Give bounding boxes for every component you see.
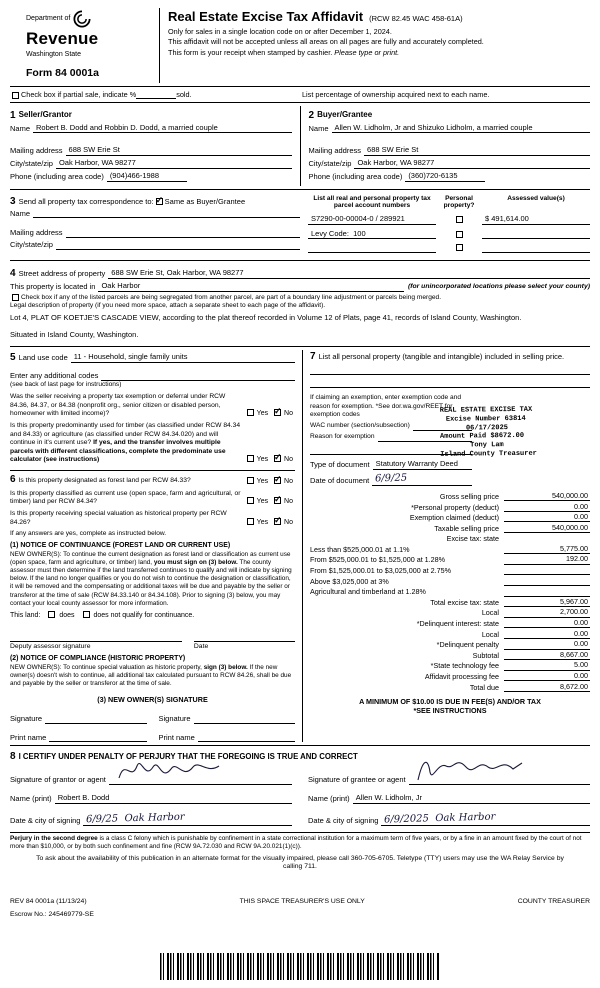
total-excise-tax-state-value[interactable]: 5,967.00 xyxy=(504,597,590,607)
assessed-value-field-2[interactable] xyxy=(482,230,590,239)
section-property-location: 4 Street address of property 688 SW Erie St, Oak Harbor, WA 98277 This property is located in Oak Harbor (for unincorporated locations please select your county) Check box if any of the listed parcels are being segregated from another parcel, are part of a boundary line adjustment or parcels being merged. Legal description of property (if you need more space, attach a separate sheet to each page of the affidavit). Lot 4, PLAT OF KOETJE'S CASCADE VIEW, according to the plat thereof recorded in Volume 12 of Plats, page 41, records of Island County, Washington. Situated in Island County, Washington. xyxy=(10,267,590,340)
title-block xyxy=(160,8,590,83)
certification-title: I CERTIFY UNDER PENALTY OF PERJURY THAT THE FOREGOING IS TRUE AND CORRECT xyxy=(18,752,358,762)
personal-property-field-2[interactable] xyxy=(310,377,590,388)
timber-agriculture-question: Is this property predominantly used for timber (as classified under RCW 84.34 and 84.33) or agriculture (as classified under RCW 84.34.020) and will continue in it's current use? If yes, and the transfer involves multiple parcels with different classifications, complete the predominate use calculator (see instructions) xyxy=(10,422,241,463)
section-land-designation: 6 Is this property designated as forest land per RCW 84.33? Yes ✓ No Is this property classified as current use (open space, farm and agricultural, or timber) land per RCW 84.34? Yes ✓ No Is this property receiving special valuation as historical property per RCW 84.26? Yes ✓ No If any answers are yes, complete as instructed below. (1) NOTICE OF CONTINUANCE (FOREST LAND OR CURRENT USE) NEW OWNER(S): To continue the current designation as forest land or classification as current use (open space, farm and agriculture, or timber) land, you must sign on (3) below. The county assessor must then determine if the land transferred continues to qualify and will indicate by signing below. If the land no longer qualifies or you do not wish to continue the designation or classification, it will be removed and the compensating or additional taxes will be due and payable by the seller or transferor at the time of sale (RCW 84.33.140 or 84.34.108). Prior to signing (3) below, you may contact your local county assessor for more information. This land: does does not qualify for continuance. Deputy assessor signature Date (2) NOTICE OF COMPLIANCE (HISTORIC PROPERTY) NEW OWNER(S): To continue special valuation as historic property, sign (3) below. If the new owner(s) doesn't wish to continue, all additional tax calculated pursuant to RCW 84.26, shall be due and payable by the seller or transferor at the time of sale. (3) NEW OWNER(S) SIGNATURE Signature Signature Print name Print name xyxy=(10,470,295,742)
buyer-phone-field[interactable]: (360)720-6135 xyxy=(405,171,485,182)
correspondence-name-label: Name xyxy=(10,208,31,218)
unincorporated-note: (for unincorporated locations please select your county) xyxy=(407,282,590,290)
grantor-signature-label: Signature of grantor or agent xyxy=(10,775,106,785)
total-due-value[interactable]: 8,672.00 xyxy=(504,682,590,692)
exemption-claimed-deduct-value[interactable]: 0.00 xyxy=(504,512,590,522)
parcel-table xyxy=(308,195,590,253)
buyer-name-label: Name xyxy=(308,123,329,133)
deputy-date-label: Date xyxy=(193,643,209,651)
grantor-signature xyxy=(115,754,225,786)
delinquent-penalty-value[interactable]: 0.00 xyxy=(504,639,590,649)
dor-logo-icon xyxy=(73,10,91,28)
buyer-mailing-field[interactable]: 688 SW Erie St xyxy=(364,145,590,156)
divider xyxy=(10,346,590,347)
parcel-row xyxy=(308,214,590,225)
s5q2-yes-checkbox[interactable] xyxy=(247,455,254,462)
seller-city-field[interactable]: Oak Harbor, WA 98277 xyxy=(56,158,292,169)
divider xyxy=(10,86,590,87)
exemption-reason-label: Reason for exemption xyxy=(310,433,375,441)
divider xyxy=(10,260,590,261)
deputy-assessor-row xyxy=(10,632,295,652)
tier1-tax-value[interactable]: 5,775.00 xyxy=(504,544,590,554)
seller-section-title: Seller/Grantor xyxy=(18,110,72,120)
buyer-mailing-label: Mailing address xyxy=(308,146,362,156)
land-use-label: Land use code xyxy=(18,353,68,363)
section-certification: 8 I CERTIFY UNDER PENALTY OF PERJURY THAT THE FOREGOING IS TRUE AND CORRECT Signature of grantor or agent Name (print) Robert B. Dodd Date & city of signing 6/9/25 Oak Harbor Signature of grantee or agent Name (print) Allen W. Lidholm, Jr Date & city of signing 6/9/2025 Oak Harbor xyxy=(10,749,590,828)
s6q1-yes-checkbox[interactable] xyxy=(247,477,254,484)
new-owner-signature-field-1[interactable] xyxy=(45,715,146,724)
partial-sale-row xyxy=(10,90,590,99)
grantee-print-name-field[interactable]: Allen W. Lidholm, Jr xyxy=(353,793,590,804)
s5q1-yes-checkbox[interactable] xyxy=(247,409,254,416)
correspondence-mailing-label: Mailing address xyxy=(10,228,63,238)
perjury-statement: Perjury in the second degree is a class C felony which is punishable by confinement in a state correctional institution for a maximum term of five years, or by a fine in an amount fixed by the court of not more than $10,000, or by both such confinement and fine (RCW 9A.72.030 and RCW 9A.20.021(1)(c)). xyxy=(10,832,590,852)
parcel-row xyxy=(308,243,590,253)
section-buyer-grantee: 2 Buyer/Grantee Name Allen W. Lidholm, Jr and Shizuko Lidholm, a married couple Mailing address 688 SW Erie St City/state/zip Oak Harbor, WA 98277 Phone (including area code) (360)720-6135 xyxy=(300,106,591,185)
treasurer-use-label: THIS SPACE TREASURER'S USE ONLY xyxy=(239,898,365,906)
s6q3-no-checkbox[interactable] xyxy=(274,518,281,525)
delinquent-interest-state-value[interactable]: 0.00 xyxy=(504,618,590,628)
if-yes-instruction: If any answers are yes, complete as instructed below. xyxy=(10,530,167,538)
buyer-section-title: Buyer/Grantee xyxy=(317,110,373,120)
forest-land-question: 6 Is this property designated as forest land per RCW 84.33? xyxy=(10,474,191,486)
correspondence-mailing-field[interactable] xyxy=(66,229,300,238)
county-treasurer-label: COUNTY TREASURER xyxy=(517,898,590,906)
segregated-checkbox[interactable] xyxy=(12,294,19,301)
seller-name-label: Name xyxy=(10,123,31,133)
same-as-buyer-label: Same as Buyer/Grantee xyxy=(164,196,246,206)
s6q1-no-checkbox[interactable] xyxy=(274,477,281,484)
segregated-label: Check box if any of the listed parcels are being segregated from another parcel, are part of a boundary line adjustment or parcels being merged. xyxy=(21,293,442,301)
partial-sale-label: Check box if partial sale, indicate % xyxy=(21,89,137,99)
s6q2-no-checkbox[interactable] xyxy=(274,497,281,504)
gross-selling-price-value[interactable]: 540,000.00 xyxy=(504,491,590,501)
notice-compliance-body: NEW OWNER(S): To continue special valuation as historic property, sign (3) below. If the new owner(s) doesn't wish to continue, all additional tax calculated pursuant to RCW 84.26, shall be due and payable by the seller or transferor at the time of sale. xyxy=(10,663,292,688)
affidavit-processing-fee-value[interactable]: 0.00 xyxy=(504,671,590,681)
exemption-note: If claiming an exemption, enter exemption code and reason for exemption. *See dor.wa.gov/REET for exemption codes xyxy=(310,394,462,419)
street-address-label: Street address of property xyxy=(18,269,106,279)
grantee-signature xyxy=(415,754,525,786)
personal-property-checkbox-1[interactable] xyxy=(456,216,463,223)
dept-of-label: Department of xyxy=(26,15,71,23)
buyer-name-field[interactable]: Allen W. Lidholm, Jr and Shizuko Lidholm, a married couple xyxy=(332,123,590,134)
new-owner-signature-title: (3) NEW OWNER(S) SIGNATURE xyxy=(97,695,208,705)
located-in-field[interactable]: Oak Harbor xyxy=(98,281,228,292)
buyer-phone-label: Phone (including area code) xyxy=(308,171,403,181)
deputy-assessor-label: Deputy assessor signature xyxy=(10,643,91,651)
escrow-number: Escrow No.: 245469779-SE xyxy=(10,911,94,919)
tier3-tax-value[interactable] xyxy=(504,566,590,575)
seller-mailing-label: Mailing address xyxy=(10,146,63,156)
taxable-selling-price-value[interactable]: 540,000.00 xyxy=(504,523,590,533)
see-instructions-note: *SEE INSTRUCTIONS xyxy=(413,706,487,716)
buyer-city-field[interactable]: Oak Harbor, WA 98277 xyxy=(354,158,590,169)
section-seller-grantor: 1 Seller/Grantor Name Robert B. Dodd and Robbin D. Dodd, a married couple Mailing address 688 SW Erie St City/state/zip Oak Harbor, WA 98277 Phone (including area code) (904)466-1988 xyxy=(10,106,300,185)
legal-description-label: Legal description of property (if you need more space, attach a separate sheet to each page of the affidavit). xyxy=(10,302,326,310)
state-technology-fee-value[interactable]: 5.00 xyxy=(504,660,590,670)
document-type-field[interactable]: Statutory Warranty Deed xyxy=(373,459,473,470)
s5q2-no-checkbox[interactable] xyxy=(274,455,281,462)
divider xyxy=(10,189,590,190)
situated-in-value: Situated in Island County, Washington. xyxy=(10,330,139,340)
document-type-label: Type of document xyxy=(310,459,370,469)
grantee-signature-label: Signature of grantee or agent xyxy=(308,775,406,785)
header-note-2: This affidavit will not be accepted unless all areas on all pages are fully and accurately completed. xyxy=(168,37,484,47)
excise-tax-state-header xyxy=(504,535,590,544)
parcel-numbers-header: List all real and personal property tax parcel account numbers xyxy=(313,194,431,210)
seller-city-label: City/state/zip xyxy=(10,159,53,169)
seller-mailing-field[interactable]: 688 SW Erie St xyxy=(66,145,292,156)
assessed-value-header: Assessed value(s) xyxy=(507,194,565,202)
exemption-deferral-question: Was the seller receiving a property tax exemption or deferral under RCW 84.36, 84.37, or 84.38 (nonprofit org., senior citizen or disabled person, homeowner with limited income)? xyxy=(10,393,226,418)
form-title-rcw: (RCW 82.45 WAC 458-61A) xyxy=(369,14,463,23)
dor-logo-block xyxy=(10,8,160,83)
s6q2-yes-checkbox[interactable] xyxy=(247,497,254,504)
notice-continuance-title: (1) NOTICE OF CONTINUANCE (FOREST LAND OR CURRENT USE) xyxy=(10,541,231,549)
tier4-tax-value[interactable] xyxy=(504,577,590,586)
land-use-field[interactable]: 11 - Household, single family units xyxy=(71,352,295,363)
divider xyxy=(10,745,590,746)
section-land-use: 5 Land use code 11 - Household, single family units Enter any additional codes (see back of last page for instructions) Was the seller receiving a property tax exemption or deferral under RCW 84.36, 84.37, or 84.38 (nonprofit org., senior citizen or disabled person, homeowner with limited income)? Yes ✓ No Is this property predominantly used for timber (as classified under RCW 84.34 and 84.33) or agriculture (as classified under RCW 84.34.020) and will continue in it's current use? If yes, and the transfer involves multiple parcels with different classifications, complete the predominate use calculator (see instructions) Yes ✓ No xyxy=(10,352,295,464)
partial-percent-field[interactable] xyxy=(136,90,176,99)
seller-phone-label: Phone (including area code) xyxy=(10,171,104,181)
notice-continuance-body: NEW OWNER(S): To continue the current designation as forest land or classification as current use (open space, farm and agriculture, or timber) land, you must sign on (3) below. The county assessor must then determine if the land transferred continues to qualify and will indicate by signing below. If the land no longer qualifies or you do not wish to continue the designation or classification, it will be removed and the compensating or additional taxes will be due and payable by the seller or transferor at the time of sale (RCW 84.33.140 or 84.34.108). Prior to signing (3) below, you may contact your local county assessor for more information. xyxy=(10,550,292,607)
deputy-assessor-date-field[interactable] xyxy=(194,632,295,642)
assessed-value-field-1[interactable]: $ 491,614.00 xyxy=(482,214,590,225)
form-number: Form 84 0001a xyxy=(26,67,99,80)
footer-row xyxy=(10,898,590,907)
treasurer-stamp: REAL ESTATE EXCISE TAX Excise Number 63814 06/17/2025 Amount Paid $8672.00 Tony Lam Island County Treasurer xyxy=(439,406,537,459)
partial-sale-checkbox[interactable] xyxy=(12,92,19,99)
new-owner-print-name-field-1[interactable] xyxy=(49,733,146,742)
this-land-label: This land: xyxy=(10,612,41,620)
seller-name-field[interactable]: Robert B. Dodd and Robbin D. Dodd, a married couple xyxy=(33,123,291,134)
deputy-assessor-signature-field[interactable] xyxy=(10,632,182,642)
personal-property-intro: List all personal property (tangible and intangible) included in selling price. xyxy=(318,352,565,362)
additional-codes-label: Enter any additional codes xyxy=(10,370,99,380)
same-as-buyer-checkbox[interactable] xyxy=(156,198,163,205)
personal-property-field-1[interactable] xyxy=(310,364,590,375)
document-date-label: Date of document xyxy=(310,475,370,485)
new-owner-signature-field-2[interactable] xyxy=(194,715,295,724)
correspondence-city-label: City/state/zip xyxy=(10,240,53,250)
grantee-certification: Signature of grantee or agent Name (print) Allen W. Lidholm, Jr Date & city of signing 6/9/2025 Oak Harbor xyxy=(308,767,590,826)
does-not-qualify-checkbox[interactable] xyxy=(83,611,90,618)
ownership-percentage-note: List percentage of ownership acquired next to each name. xyxy=(302,89,490,99)
grantee-signature-field[interactable] xyxy=(409,776,590,785)
agency-name: Revenue xyxy=(26,29,99,48)
personal-property-header: Personal property? xyxy=(443,194,475,210)
personal-property-checkbox-2[interactable] xyxy=(456,231,463,238)
new-owner-print-name-field-2[interactable] xyxy=(198,733,295,742)
grantor-print-name-field[interactable]: Robert B. Dodd xyxy=(55,793,292,804)
barcode xyxy=(160,953,440,980)
form-title: Real Estate Excise Tax Affidavit xyxy=(168,9,364,24)
does-qualify-checkbox[interactable] xyxy=(48,611,55,618)
wac-number-label: WAC number (section/subsection) xyxy=(310,422,410,430)
subtotal-value[interactable]: 8,667.00 xyxy=(504,650,590,660)
grantor-certification: Signature of grantor or agent Name (print) Robert B. Dodd Date & city of signing 6/9/25 Oak Harbor xyxy=(10,767,292,826)
parcel-number-field-2[interactable]: Levy Code: 100 xyxy=(308,229,436,240)
additional-codes-note: (see back of last page for instructions) xyxy=(10,380,122,388)
partial-sold-label: sold. xyxy=(176,89,192,99)
grantor-date-city-field[interactable]: 6/9/25 Oak Harbor xyxy=(83,812,292,826)
legal-description-value: Lot 4, PLAT OF KOETJE'S CASCADE VIEW, according to the plat thereof recorded in Volume 12 of Plats, page 41, records of Island County, Washington. xyxy=(10,312,522,322)
header-note-1: Only for sales in a single location code on or after December 1, 2024. xyxy=(168,26,392,36)
personal-property-checkbox-3[interactable] xyxy=(456,244,463,251)
delinquent-interest-local-value[interactable]: 0.00 xyxy=(504,629,590,639)
correspondence-intro: Send all property tax correspondence to: xyxy=(18,196,154,206)
local-excise-tax-value[interactable]: 2,700.00 xyxy=(504,607,590,617)
notice-compliance-title: (2) NOTICE OF COMPLIANCE (HISTORIC PROPERTY) xyxy=(10,654,186,662)
land-qualify-row: This land: does does not qualify for continuance. xyxy=(10,612,195,620)
correspondence-name-field[interactable] xyxy=(33,209,300,218)
minimum-due-note: A MINIMUM OF $10.00 IS DUE IN FEE(S) AND/OR TAX xyxy=(359,696,541,706)
agency-state: Washington State xyxy=(26,51,81,59)
assessed-value-field-3[interactable] xyxy=(482,244,590,253)
street-address-field[interactable]: 688 SW Erie St, Oak Harbor, WA 98277 xyxy=(108,268,590,279)
excise-tax-computation: Gross selling price 540,000.00 *Personal property (deduct) 0.00 Exemption claimed (deduct) 0.00 Taxable selling price 540,000.00 Excise tax: state Less than $525,000.01 at 1.1% 5,775.00 From $525,000.01 to $1,525,000 at 1.28% 192.00 From $1,525,000.01 to $3,025,000 at 2.75% Above $3,025,000 at 3% Agricultural and timberland at 1.28% Total excise tax: state 5,967.00 Local 2,700.00 *Delinquent interest: state 0.00 Local 0.00 *Delinquent penalty 0.00 Subtotal 8,667.00 *State technology fee 5.00 Affidavit processing fee 0.00 Total due 8,672.00 xyxy=(310,490,588,692)
s5q1-no-checkbox[interactable] xyxy=(274,409,281,416)
form-header xyxy=(10,8,590,83)
buyer-city-label: City/state/zip xyxy=(308,159,352,169)
parcel-number-field-1[interactable]: S7290-00-00004-0 / 289921 xyxy=(308,214,436,225)
s6q3-yes-checkbox[interactable] xyxy=(247,518,254,525)
agricultural-tax-value[interactable] xyxy=(504,588,590,597)
parcel-row xyxy=(308,229,590,240)
section-tax-correspondence: 3 Send all property tax correspondence to: ✓ Same as Buyer/Grantee Name Mailing address City/state/zip List all real and personal property tax parcel account numbers Personal property? Assessed value(s) S7290-00-00004-0 / 289921 $ 491,614.00 Levy Code: 100 xyxy=(10,193,590,257)
divider xyxy=(10,102,590,103)
section-selling-price: 7 List all personal property (tangible and intangible) included in selling price. If claiming an exemption, enter exemption code and reason for exemption. *See dor.wa.gov/REET for exemption codes WAC number (section/subsection) Reason for exemption Type of document Statutory Warranty Deed Date of document 6/9/25 REAL ESTATE EXCISE TAX Excise Number 63814 06/17/2025 Amount Paid $8672.00 Tony Lam Island County Treasurer Gross selling price 540,000.00 *Personal property (deduct) 0.00 Exemption claimed (deduct) 0.00 Taxable selling price 540,000.00 Excise tax: state Less than $525,000.01 at 1.1% 5,775.00 From $525,000.01 to $1,525,000 at 1.28% 192.00 From $1,525,000.01 to $3,025,000 at 2.75% Above $3,025,000 at 3% Agricultural and timberland at 1.28% Total excise tax: state 5,967.00 Local 2,700.00 *Delinquent interest: state 0.00 Local 0.00 *Delinquent penalty 0.00 Subtotal 8,667.00 *State technology fee 5.00 Affidavit processing fee 0.00 Total due 8,672.00 A MINIMUM OF $10.00 IS DUE IN FEE(S) AND/OR TAX *SEE INSTRUCTIONS xyxy=(302,350,590,742)
grantee-date-city-field[interactable]: 6/9/2025 Oak Harbor xyxy=(381,812,590,826)
document-date-field[interactable]: 6/9/25 xyxy=(372,472,472,486)
correspondence-city-field[interactable] xyxy=(56,241,300,250)
rev-number: REV 84 0001a (11/13/24) xyxy=(10,898,87,906)
grantor-signature-field[interactable] xyxy=(109,776,292,785)
seller-phone-field[interactable]: (904)466-1988 xyxy=(107,171,187,182)
alternate-format-note: To ask about the availability of this publication in an alternate format for the visually impaired, please call 360-705-6705. Teletype (TTY) users may use the WA Relay Service by calling 711. xyxy=(36,854,564,871)
header-note-3: This form is your receipt when stamped by cashier. Please type or print. xyxy=(168,47,400,57)
located-in-label: This property is located in xyxy=(10,281,96,291)
current-use-question: Is this property classified as current use (open space, farm and agricultural, or timber) land per RCW 84.34? xyxy=(10,489,241,506)
parcel-number-field-3[interactable] xyxy=(308,244,436,253)
personal-property-deduct-value[interactable]: 0.00 xyxy=(504,502,590,512)
additional-codes-field[interactable] xyxy=(101,372,295,381)
historical-property-question: Is this property receiving special valuation as historical property per RCW 84.26? xyxy=(10,510,227,526)
tier2-tax-value[interactable]: 192.00 xyxy=(504,554,590,564)
